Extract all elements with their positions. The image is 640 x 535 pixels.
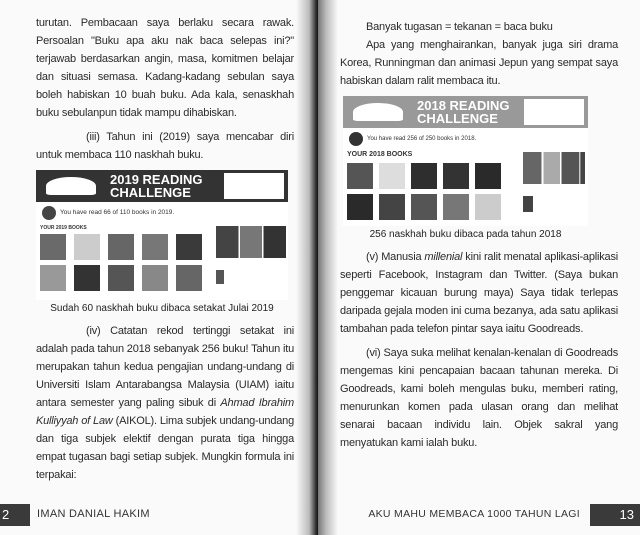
- banner-title: 2019 READING CHALLENGE: [110, 172, 203, 200]
- book-cover: [475, 194, 501, 220]
- figure-caption: Sudah 60 naskhah buku dibaca setakat Julai 2019: [50, 303, 274, 314]
- book-cover: [475, 163, 501, 189]
- book-covers: [347, 163, 501, 220]
- reading-challenge-2019-image: [36, 170, 288, 300]
- progress-text: You have read 256 of 250 books in 2018.: [367, 136, 477, 142]
- open-book-icon: [353, 103, 403, 121]
- books-heading: YOUR 2019 BOOKS: [40, 225, 87, 231]
- running-footer: AKU MAHU MEMBACA 1000 TAHUN LAGI: [368, 508, 580, 520]
- italic-text: Ahmad Ibrahim Kulliyyah of Law: [36, 397, 294, 427]
- paragraph: [36, 322, 294, 484]
- book-cover: [74, 265, 100, 291]
- books-heading: YOUR 2018 BOOKS: [347, 151, 413, 158]
- book-cover: [108, 265, 134, 291]
- recommended-book: [216, 270, 224, 284]
- reading-challenge-2018-image: [343, 96, 588, 226]
- paragraph: (iii) Tahun ini (2019) saya mencabar diri untuk membaca 110 naskhah buku.: [36, 131, 294, 161]
- book-cover: [142, 265, 168, 291]
- book-cover: [347, 194, 373, 220]
- text: (iv) Catatan rekod tertinggi setakat ini adalah pada tahun 2018 sebanyak 256 buku! Tahun itu merupakan tahun kedua pengajian undang-undang di Universiti Islam Antarabangsa Malaysia (UIAM) iaitu antara semester yang paling sibuk di: [36, 325, 294, 409]
- book-covers: [40, 234, 202, 291]
- left-page: [0, 0, 318, 535]
- banner-box: [224, 173, 284, 199]
- book-cover: [108, 234, 134, 260]
- book-cover: [411, 194, 437, 220]
- book-cover: [176, 234, 202, 260]
- book-cover: [411, 163, 437, 189]
- paragraph: [340, 248, 618, 338]
- left-text-column: [36, 14, 294, 484]
- friends-books: [216, 226, 286, 258]
- banner-box: [524, 99, 584, 125]
- book-cover: [379, 163, 405, 189]
- book-cover: [74, 234, 100, 260]
- gutter-shadow: [296, 0, 318, 535]
- recommended-book: [523, 196, 533, 212]
- book-cover: [142, 234, 168, 260]
- book-cover: [40, 234, 66, 260]
- page-number: 2: [0, 504, 30, 526]
- text: (AIKOL). Lima subjek undang-undang dan tiga subjek elektif dengan purata tiga hingga empat tugasan bagi setiap subjek. Mungkin formula ini terpakai:: [36, 415, 294, 481]
- friends-books: [523, 152, 585, 184]
- page-number: 13: [590, 504, 640, 526]
- figure-caption: 256 naskhah buku dibaca pada tahun 2018: [369, 229, 562, 240]
- book-cover: [379, 194, 405, 220]
- running-footer: IMAN DANIAL HAKIM: [37, 508, 150, 520]
- right-page: [318, 0, 640, 535]
- book-cover: [443, 163, 469, 189]
- progress-text: You have read 66 of 110 books in 2019.: [60, 209, 175, 216]
- book-cover: [40, 265, 66, 291]
- paragraph: Apa yang menghairankan, banyak juga siri drama Korea, Runningman dan animasi Jepun yang sempat saya habiskan dalam ralit membaca itu.: [340, 39, 618, 87]
- gutter-shadow: [318, 0, 338, 535]
- book-cover: [176, 265, 202, 291]
- book-cover: [347, 163, 373, 189]
- paragraph: (vi) Saya suka melihat kenalan-kenalan di Goodreads mengemas kini pencapaian bacaan tahunan mereka. Di Goodreads, kami boleh mengulas buku, memberi rating, menurunkan komen pada ulasan orang dan melihat senarai bacaan individu lain. Objek sakral yang menyatukan kami ialah buku.: [340, 347, 618, 449]
- formula-line: Banyak tugasan = tekanan = baca buku: [366, 21, 553, 33]
- challenge-banner: [36, 170, 288, 202]
- open-book-icon: [46, 177, 96, 195]
- paragraph: turutan. Pembacaan saya berlaku secara rawak. Persoalan "Buku apa aku nak baca selepas ini?" terjawab berdasarkan angin, masa, komitmen belajar dan situasi semasa. Kadang-kadang sebulan saya boleh habiskan 10 buah buku. Ada kala, senaskhah buku sebulanpun tidak mampu dihabiskan.: [36, 17, 294, 119]
- book-cover: [443, 194, 469, 220]
- challenge-banner: [343, 96, 588, 128]
- italic-text: millenial: [424, 251, 463, 263]
- avatar: [42, 206, 56, 220]
- right-text-column: [340, 18, 618, 452]
- text: kini ralit menatal aplikasi-aplikasi seperti Facebook, Instagram dan Twitter. (Saya bukan penggemar kicauan burung maya) Saya tidak terlepas daripada gejala moden ini cuma bezanya, ada satu aplikasi tambahan pada telefon pintar saya iaitu Goodreads.: [340, 251, 618, 335]
- banner-title: 2018 READING CHALLENGE: [417, 98, 510, 126]
- avatar: [349, 132, 363, 146]
- text: (v) Manusia: [366, 251, 425, 263]
